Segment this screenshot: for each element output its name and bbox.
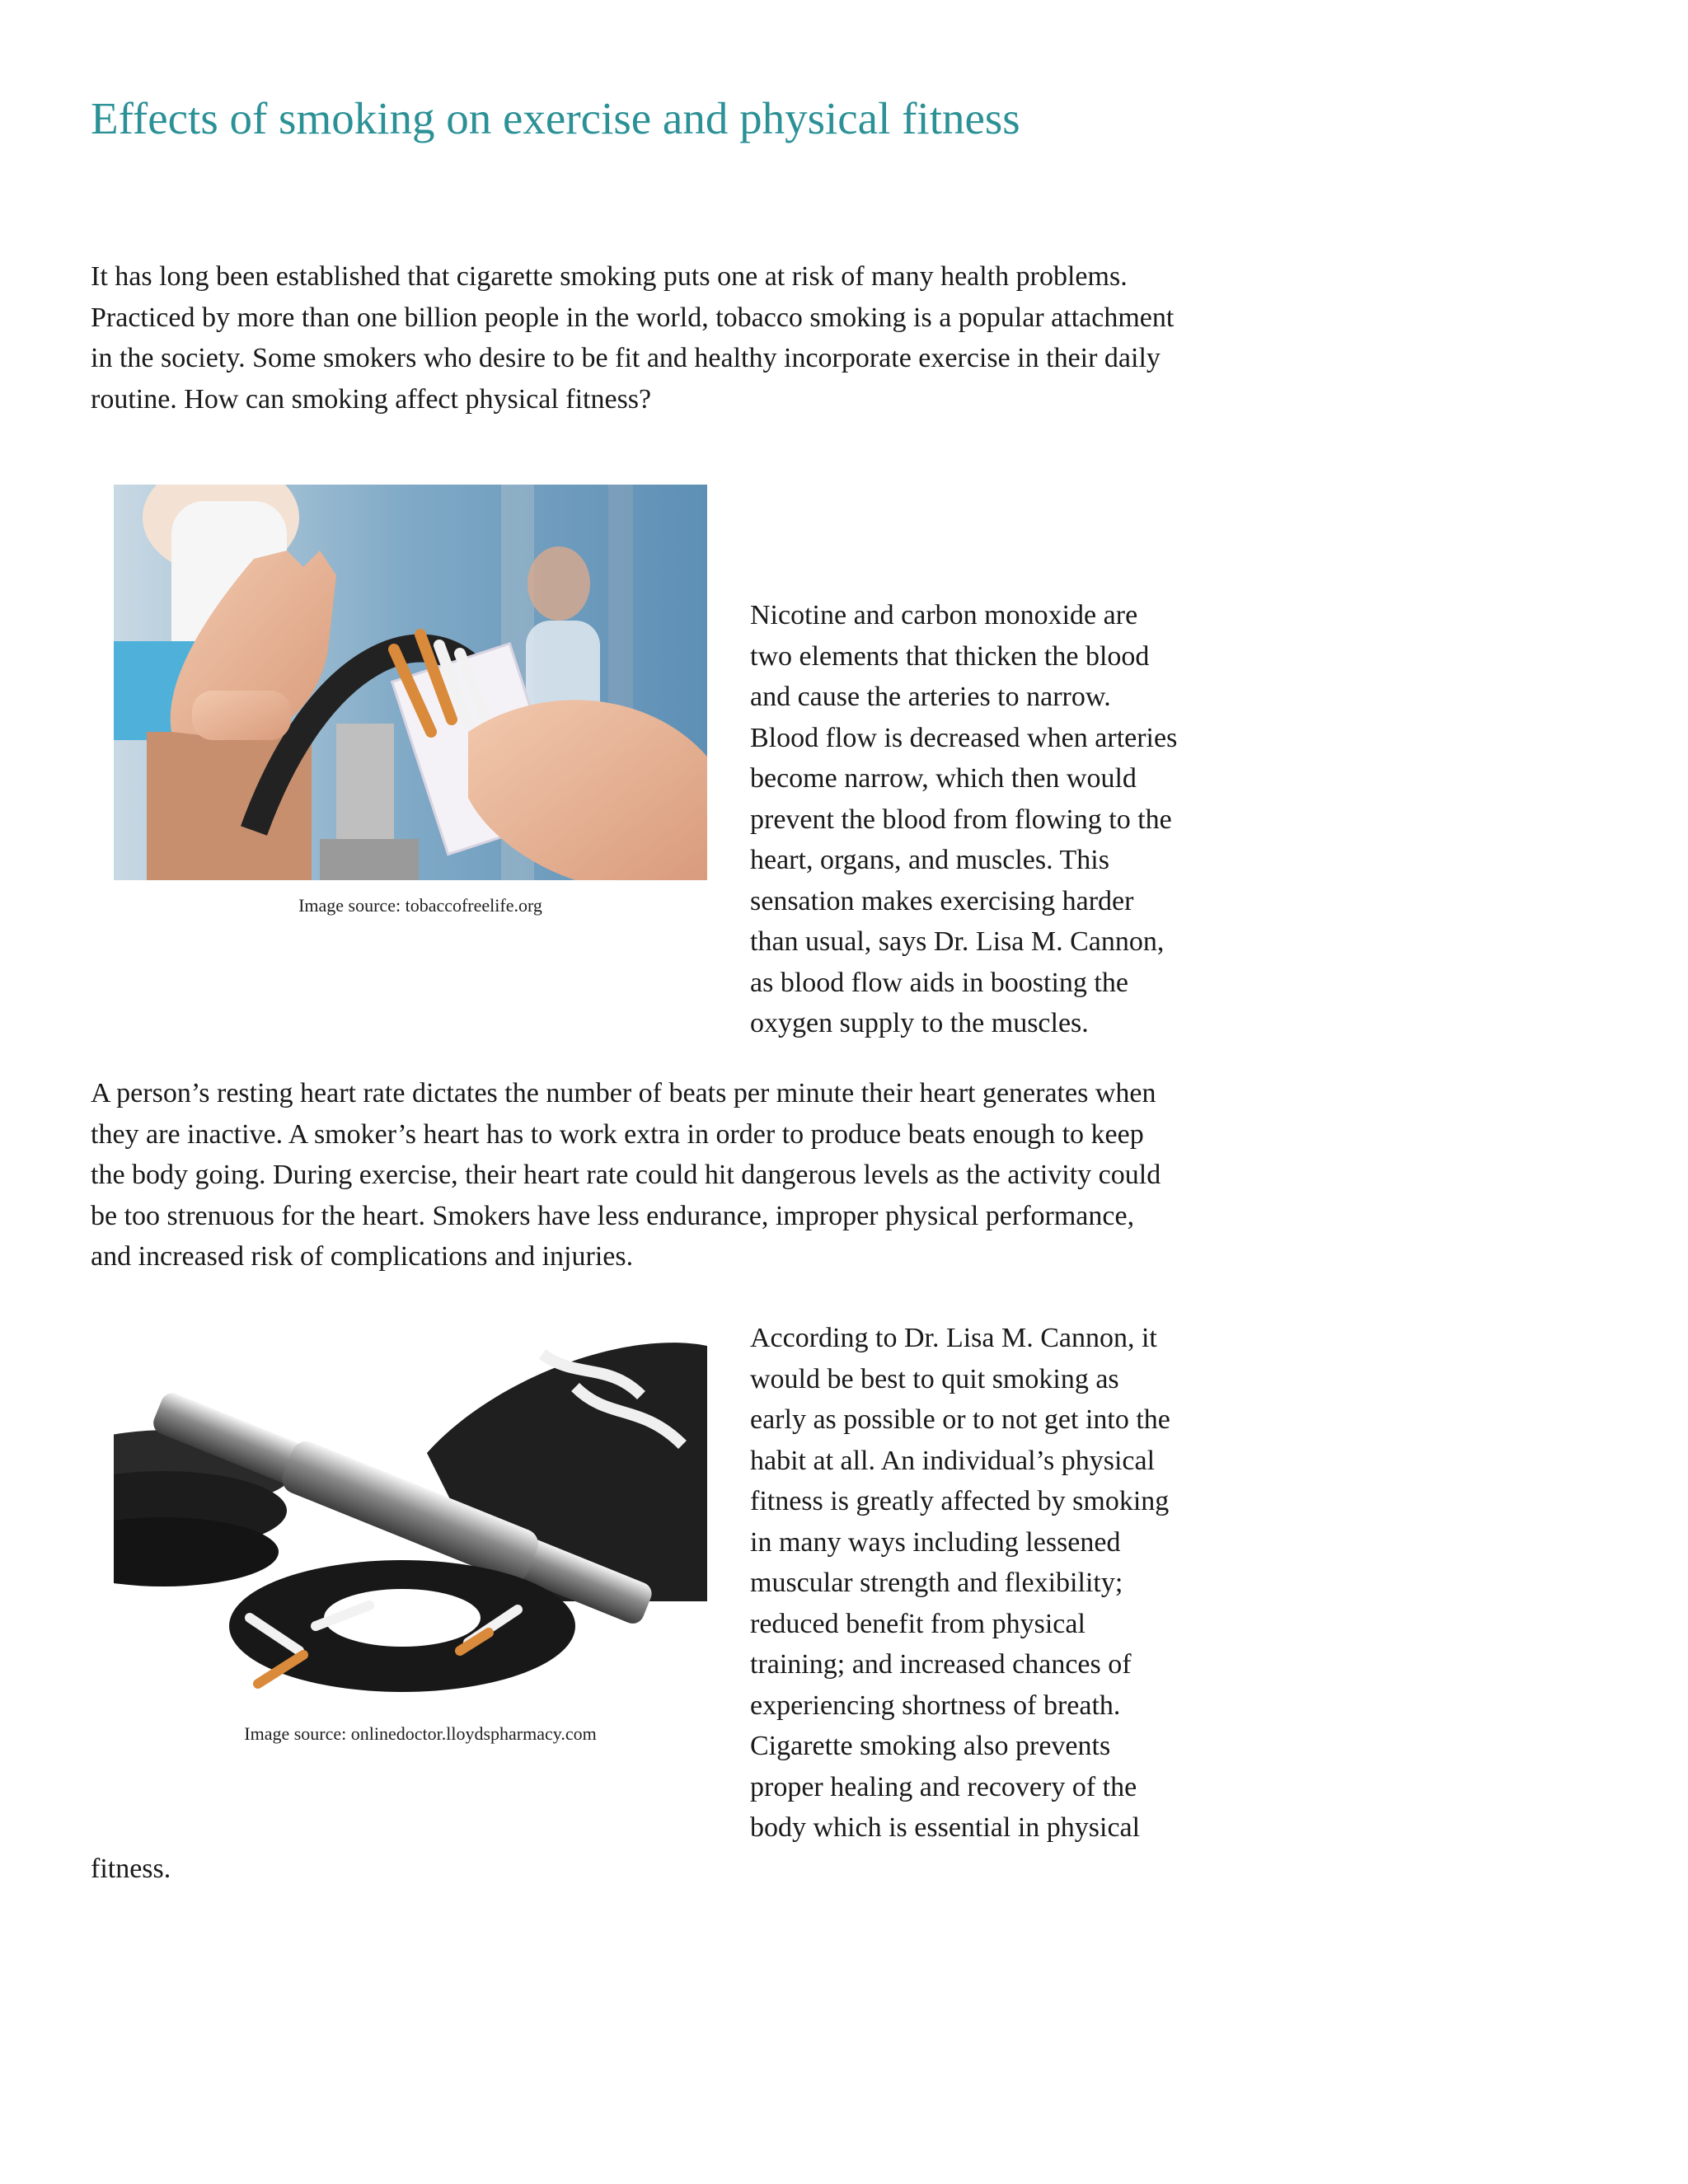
figure-caption: Image source: onlinedoctor.lloydspharmacy.com [244, 1723, 597, 1744]
paragraph-heart-rate: A person’s resting heart rate dictates the number of beats per minute their heart generates when they are inactive. A smoker’s heart has to work extra in order to produce beats enough to keep the body going. During exercise, their heart rate could hit dangerous levels as the activity could be too strenuous for the heart. Smokers have less endurance, improper physical performance, and increased risk of complications and injuries. [91, 1078, 1161, 1272]
photo-dumbbell-broken-cigarettes [114, 1329, 707, 1708]
paragraph-blood-flow: Nicotine and carbon monoxide are two elements that thicken the blood and cause the arteries to narrow. Blood flow is decreased when arteries become narrow, which then would prevent the blood from flowing to the heart, organs, and muscles. This sensation makes exercising harder than usual, says Dr. Lisa M. Cannon, as blood flow aids in boosting the oxygen supply to the muscles. [750, 600, 1178, 1038]
figure-caption: Image source: tobaccofreelife.org [298, 895, 542, 916]
figure-dumbbell-cigarettes [91, 1318, 750, 1824]
photo-hand-refusing-cigarettes [114, 485, 707, 880]
section-recommendation [91, 1318, 1179, 1889]
section-blood-flow [91, 473, 1179, 1044]
paragraph-recommendation: According to Dr. Lisa M. Cannon, it would be best to quit smoking as early as possible or to not get into the habit at all. An individual’s physical fitness is greatly affected by smoking in many ways including lessened muscular strength and flexibility; reduced benefit from physical training; and increased chances of experiencing shortness of breath. Cigarette smoking also prevents proper healing and recovery of the body which is essential in physical fitness. [91, 1323, 1170, 1884]
paragraph-intro: It has long been established that cigarette smoking puts one at risk of many health problems. Practiced by more than one billion people in the world, tobacco smoking is a popular attachment in the society. Some smokers who desire to be fit and healthy incorporate exercise in their daily routine. How can smoking affect physical fitness? [91, 261, 1175, 415]
page-title: Effects of smoking on exercise and physical fitness [91, 93, 1020, 143]
figure-refusing-cigarettes [91, 473, 750, 1012]
